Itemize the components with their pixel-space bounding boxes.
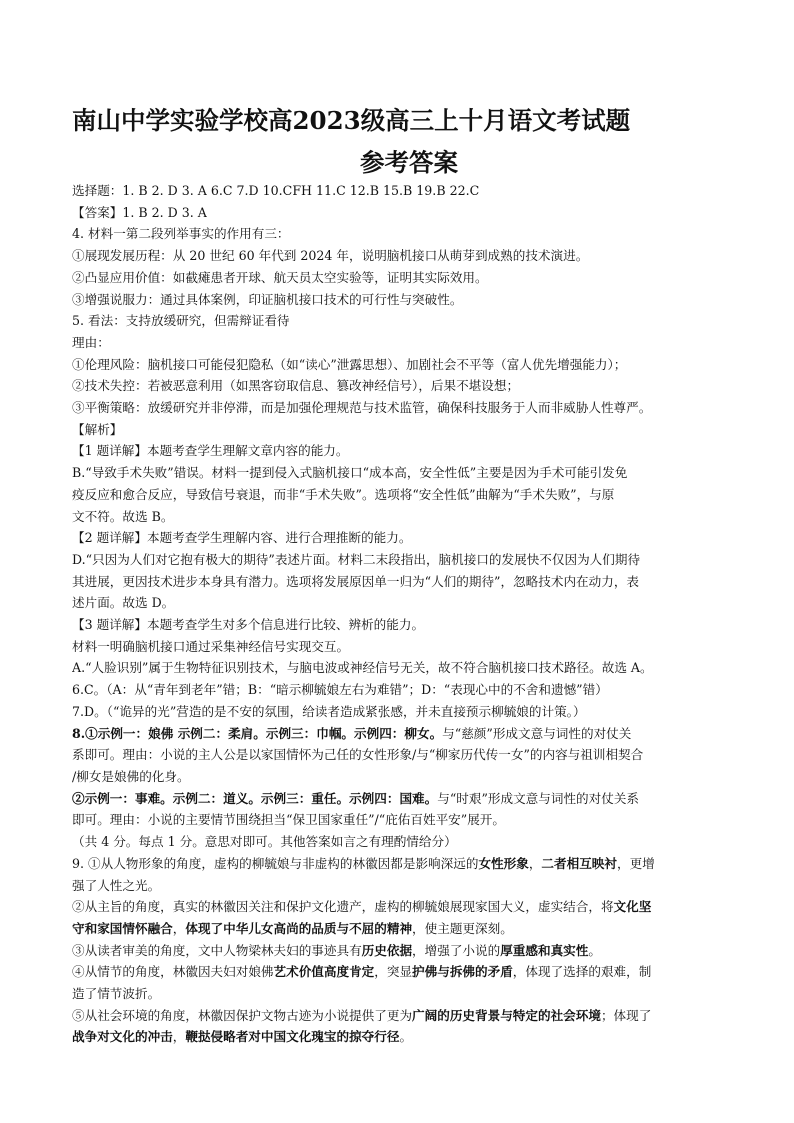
text-line xyxy=(72,853,728,875)
text-segment: D.“只因为人们对它抱有极大的期待”表述片面。材料二末段指出，脑机接口的发展快不仅因为人们期待 xyxy=(72,551,641,567)
text-line xyxy=(72,831,728,853)
text-segment: /柳女是娘佛的化身。 xyxy=(72,768,190,784)
bold-text-segment: 厚重感和真实性 xyxy=(500,942,589,958)
bold-text-segment: 体现了中华儿女高尚的品质与不屈的精神 xyxy=(185,920,413,936)
text-segment: 【解析】 xyxy=(72,421,123,437)
text-line xyxy=(72,918,728,940)
text-segment: 材料一明确脑机接口通过采集神经信号实现交互。 xyxy=(72,638,350,654)
text-segment: 5. 看法：支持放缓研究，但需辩证看待 xyxy=(72,313,290,329)
text-line xyxy=(72,202,728,224)
bold-text-segment: 二者相互映衬 xyxy=(541,855,617,871)
text-segment: 与“时艰”形成文意与词性的对仗关系 xyxy=(437,790,640,806)
text-segment: B.“导致手术失败”错误。材料一提到侵入式脑机接口“成本高，安全性低”主要是因为手术可能引发免 xyxy=(72,465,628,481)
text-segment: ⑤从社会环境的角度，林徽因保护文物古迹为小说提供了更为 xyxy=(72,1007,413,1023)
text-segment: 其进展，更因技术进步本身具有潜力。选项将发展原因单一归为“人们的期待”，忽略技术内在动力，表 xyxy=(72,573,640,589)
text-segment: ，体现了选择的艰难，制 xyxy=(512,964,652,980)
text-line xyxy=(72,1026,728,1048)
text-segment: 6.C。（A：从“青年到老年”错；B：“暗示柳毓娘左右为难错”；D：“表现心中的不舍和遗憾”错） xyxy=(72,682,608,698)
text-segment: 。 xyxy=(588,942,601,958)
document-title: 南山中学实验学校高2023级高三上十月语文考试题 xyxy=(72,106,631,135)
text-line xyxy=(72,354,728,376)
bold-text-segment: 广阔的历史背景与特定的社会环境 xyxy=(412,1007,601,1023)
text-segment: ②技术失控：若被恶意利用（如黑客窃取信息、篡改神经信号），后果不堪设想； xyxy=(72,378,520,394)
bold-text-segment: 8.①示例一：娘佛 示例二：柔肩。示例三：巾帼。示例四：柳女。 xyxy=(72,725,443,741)
text-line xyxy=(72,657,728,679)
answer-body xyxy=(72,180,728,1048)
text-line xyxy=(72,809,728,831)
text-line xyxy=(72,462,728,484)
bold-text-segment: 守和家国情怀融合 xyxy=(72,920,173,936)
text-segment: ， xyxy=(528,855,542,871)
text-segment: ④从情节的角度，林徽因夫妇对娘佛 xyxy=(72,964,274,980)
text-line xyxy=(72,983,728,1005)
text-segment: 理由： xyxy=(72,334,110,350)
bold-text-segment: 女性形象 xyxy=(478,855,529,871)
text-segment: ，使主题更深刻。 xyxy=(412,920,513,936)
text-segment: ③增强说服力：通过具体案例，印证脑机接口技术的可行性与突破性。 xyxy=(72,291,463,307)
text-segment: 系即可。理由：小说的主人公是以家国情怀为己任的女性形象/与“柳家历代传一女”的内容与祖训相契合 xyxy=(72,747,644,763)
text-segment: ①伦理风险：脑机接口可能侵犯隐私（如“读心”泄露思想）、加剧社会不平等（富人优先增强能力）； xyxy=(72,356,627,372)
text-segment: ， xyxy=(172,920,186,936)
text-line xyxy=(72,701,728,723)
text-line xyxy=(72,527,728,549)
bold-text-segment: 护佛与拆佛的矛盾 xyxy=(412,964,513,980)
text-line xyxy=(72,289,728,311)
bold-text-segment: 战争对文化的冲击 xyxy=(72,1029,173,1045)
text-line xyxy=(72,549,728,571)
text-line xyxy=(72,788,728,810)
text-segment: 强了人性之光。 xyxy=(72,877,161,893)
text-segment: 选择题：1. B 2. D 3. A 6.C 7.D 10.CFH 11.C 12.B 15.B 19.B 22.C xyxy=(72,183,480,198)
text-line xyxy=(72,440,728,462)
text-line xyxy=(72,766,728,788)
text-segment: 疫反应和愈合反应，导致信号衰退，而非“手术失败”。选项将“安全性低”曲解为“手术失败”，与原 xyxy=(72,486,615,502)
text-segment: A.“人脸识别”属于生物特征识别技术，与脑电波或神经信号无关，故不符合脑机接口技术路径。故选 A。 xyxy=(72,660,653,676)
text-line xyxy=(72,375,728,397)
text-segment: ；体现了 xyxy=(600,1007,652,1023)
text-line xyxy=(72,223,728,245)
bold-text-segment: 鞭挞侵略者对中国文化瑰宝的掠夺行径 xyxy=(185,1029,400,1045)
document-subtitle: 参考答案 xyxy=(360,148,458,177)
text-segment: 造了情节波折。 xyxy=(72,986,161,1002)
text-segment: ③从读者审美的角度，文中人物梁林夫妇的事迹具有 xyxy=(72,942,362,958)
text-line xyxy=(72,940,728,962)
text-segment: ③平衡策略：放缓研究并非停滞，而是加强伦理规范与技术监管，确保科技服务于人而非威胁人性尊严。 xyxy=(72,400,652,416)
text-line xyxy=(72,744,728,766)
text-line xyxy=(72,484,728,506)
text-segment: 【3 题详解】本题考查学生对多个信息进行比较、辨析的能力。 xyxy=(72,617,425,633)
text-segment: 。 xyxy=(399,1029,413,1045)
text-line xyxy=(72,419,728,441)
text-segment: （共 4 分。每点 1 分。意思对即可。其他答案如言之有理酌情给分） xyxy=(72,834,457,850)
text-segment: 【2 题详解】本题考查学生理解内容、进行合理推断的能力。 xyxy=(72,530,412,546)
text-segment: ，突显 xyxy=(374,964,413,980)
text-line xyxy=(72,397,728,419)
text-segment: 与“慈颜”形成文意与词性的对仗关 xyxy=(442,725,632,741)
text-segment: 7.D。（“诡异的光”营造的是不安的氛围，给读者造成紧张感，并未直接预示柳毓娘的计策。） xyxy=(72,703,586,719)
text-segment: 述片面。故选 D。 xyxy=(72,595,175,611)
text-segment: ，增强了小说的 xyxy=(412,942,501,958)
bold-text-segment: 历史依据 xyxy=(361,942,413,958)
bold-text-segment: 文化坚 xyxy=(613,899,652,915)
text-segment: ①展现发展历程：从 20 世纪 60 年代到 2024 年，说明脑机接口从萌芽到成熟的技术演进。 xyxy=(72,248,589,264)
text-segment: ， xyxy=(172,1029,186,1045)
text-line xyxy=(72,571,728,593)
text-line xyxy=(72,180,728,202)
text-segment: 【1 题详解】本题考查学生理解文章内容的能力。 xyxy=(72,443,349,459)
text-segment: ②凸显应用价值：如截瘫患者开球、航天员太空实验等，证明其实际效用。 xyxy=(72,269,488,285)
text-segment: 4. 材料一第二段列举事实的作用有三： xyxy=(72,226,290,242)
text-line xyxy=(72,267,728,289)
text-line xyxy=(72,245,728,267)
text-line xyxy=(72,592,728,614)
text-segment: 【答案】1. B 2. D 3. A xyxy=(72,204,207,220)
text-segment: ②从主旨的角度，真实的林徽因关注和保护文化遗产，虚构的柳毓娘展现家国大义，虚实结合，将 xyxy=(72,899,614,915)
text-line xyxy=(72,310,728,332)
text-line xyxy=(72,332,728,354)
text-line xyxy=(72,896,728,918)
text-segment: ，更增 xyxy=(616,855,655,871)
text-line xyxy=(72,1005,728,1027)
text-segment: 9. ①从人物形象的角度，虚构的柳毓娘与非虚构的林徽因都是影响深远的 xyxy=(72,855,479,871)
text-line xyxy=(72,614,728,636)
text-line xyxy=(72,875,728,897)
bold-text-segment: ②示例一：事难。示例二：道义。示例三：重任。示例四：国难。 xyxy=(72,790,438,806)
text-line xyxy=(72,679,728,701)
text-line xyxy=(72,636,728,658)
text-segment: 即可。理由：小说的主要情节围绕担当“保卫国家重任”/“庇佑百姓平安”展开。 xyxy=(72,812,505,828)
text-line xyxy=(72,961,728,983)
text-segment: 文不符。故选 B。 xyxy=(72,508,174,524)
bold-text-segment: 艺术价值高度肯定 xyxy=(273,964,375,980)
text-line xyxy=(72,506,728,528)
text-line xyxy=(72,723,728,745)
